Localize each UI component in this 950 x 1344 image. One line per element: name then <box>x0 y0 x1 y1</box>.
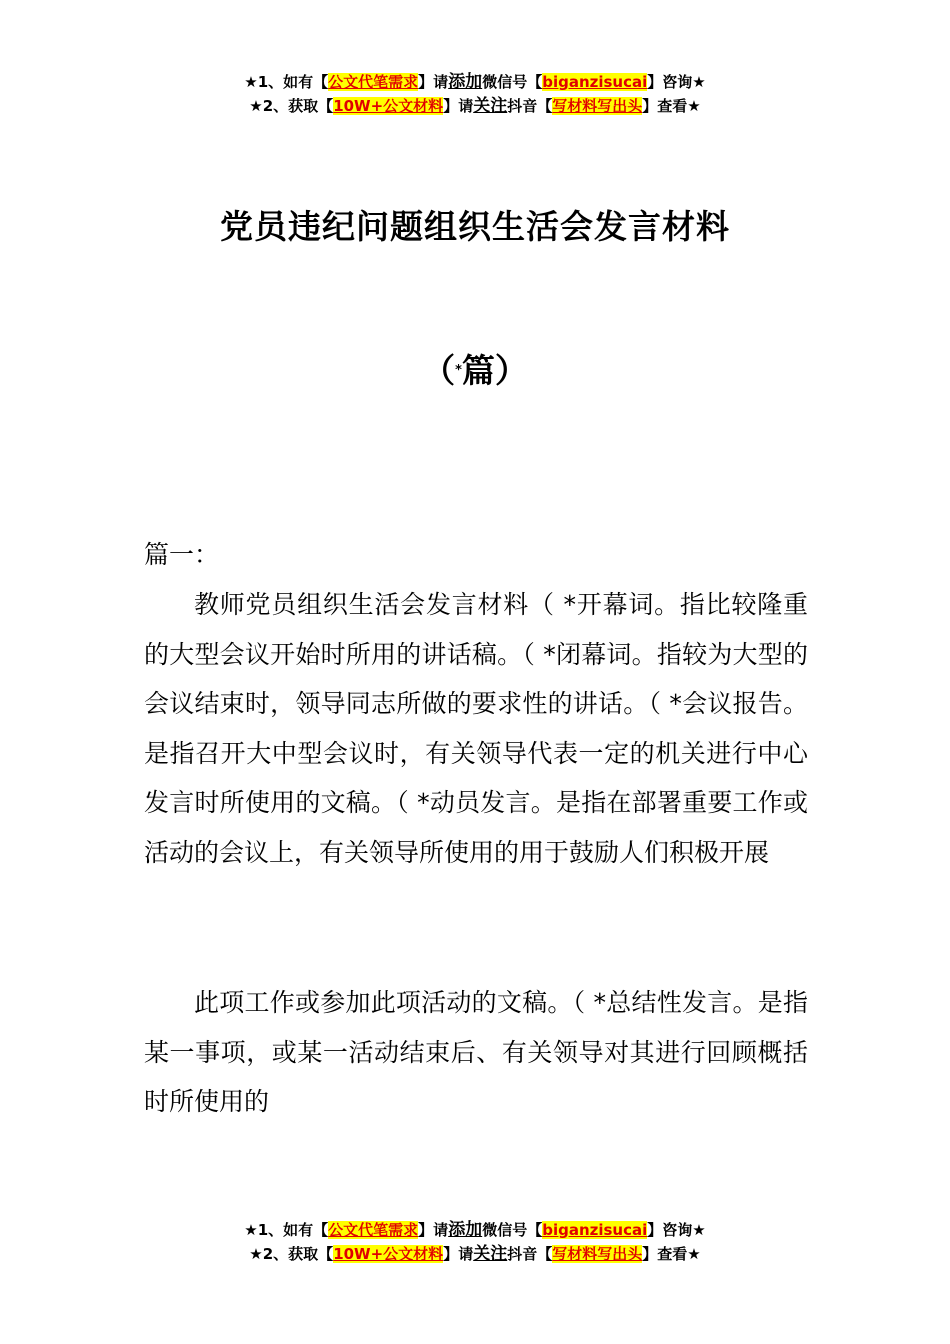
section-label: 篇一： <box>144 540 220 569</box>
banner-line-2 <box>0 1242 950 1266</box>
banner-text: ★1、如有【 <box>244 73 329 91</box>
paragraph-2: 此项工作或参加此项活动的文稿。（ *总结性发言。是指某一事项，或某一活动结束后、有关领导对其进行回顾概括时所使用的 <box>144 988 808 1117</box>
banner-underlined: 关注 <box>473 1244 508 1264</box>
banner-line-2 <box>0 94 950 118</box>
banner-text: 】查看★ <box>642 97 701 115</box>
banner-text: 】请 <box>443 1245 474 1263</box>
banner-text: 】咨询★ <box>647 73 706 91</box>
banner-line-1 <box>0 70 950 94</box>
banner-text: 微信号【 <box>482 73 543 91</box>
banner-text: 抖音【 <box>507 1245 553 1263</box>
banner-highlight: 公文代笔需求 <box>328 1221 419 1239</box>
banner-underlined: 关注 <box>473 96 508 116</box>
banner-text: 】请 <box>418 1221 449 1239</box>
banner-text: ★2、获取【 <box>249 1245 334 1263</box>
banner-underlined: 添加 <box>448 1220 483 1240</box>
banner-text: 】请 <box>443 97 474 115</box>
document-subtitle <box>0 345 950 392</box>
top-banner <box>0 70 950 118</box>
bottom-banner <box>0 1218 950 1266</box>
banner-text: 】查看★ <box>642 1245 701 1263</box>
banner-highlight: 10W+公文材料 <box>333 1245 444 1263</box>
banner-line-1 <box>0 1218 950 1242</box>
banner-highlight: 10W+公文材料 <box>333 97 444 115</box>
subtitle-mark: * <box>455 363 462 378</box>
banner-wechat-id: biganzisucai <box>542 1221 648 1239</box>
banner-underlined: 添加 <box>448 72 483 92</box>
banner-text: ★1、如有【 <box>244 1221 329 1239</box>
banner-text: 抖音【 <box>507 97 553 115</box>
banner-text: ★2、获取【 <box>249 97 334 115</box>
subtitle-text: 篇） <box>461 351 528 390</box>
document-title: 党员违纪问题组织生活会发言材料 <box>220 207 730 246</box>
banner-text: 】请 <box>418 73 449 91</box>
paragraph-1: 教师党员组织生活会发言材料（ *开幕词。指比较隆重的大型会议开始时所用的讲话稿。（ *闭幕词。指较为大型的会议结束时，领导同志所做的要求性的讲话。（ *会议报告。是指召开大中型会议时，有关领导代表一定的机关进行中心发言时所使用的文稿。（ *动员发言。是指在部署重要工作或活动的会议上，有关领导所使用的用于鼓励人们积极开展 <box>144 590 808 867</box>
banner-highlight: 公文代笔需求 <box>328 73 419 91</box>
banner-wechat-id: biganzisucai <box>542 73 648 91</box>
banner-text: 】咨询★ <box>647 1221 706 1239</box>
banner-highlight: 写材料写出头 <box>552 97 643 115</box>
subtitle-open: （ <box>422 351 456 390</box>
banner-highlight: 写材料写出头 <box>552 1245 643 1263</box>
banner-text: 微信号【 <box>482 1221 543 1239</box>
